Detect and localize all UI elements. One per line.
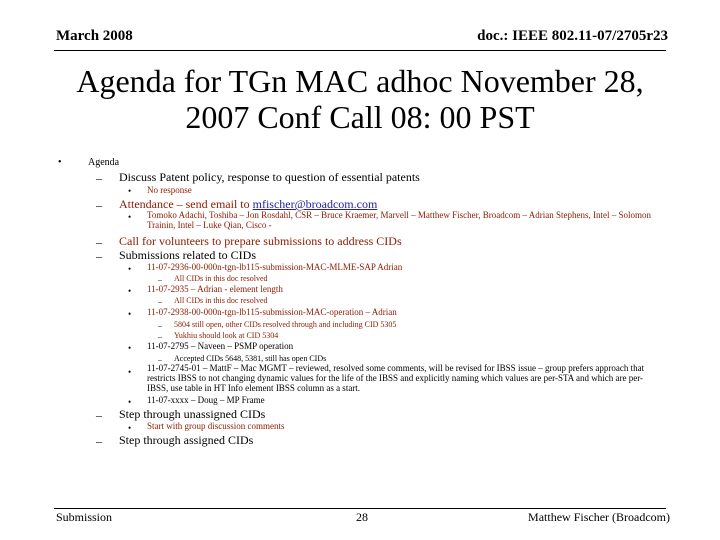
footer-submission: Submission (56, 510, 113, 524)
bullet-dash: – (96, 235, 102, 249)
footer-divider (54, 508, 666, 509)
agenda-unassigned-sub: Start with group discussion comments (147, 421, 285, 431)
bullet-dot: • (128, 212, 132, 222)
bullet-dot: • (58, 157, 62, 168)
bullet-dash: – (96, 198, 102, 212)
bullet-dot: • (128, 423, 132, 433)
list-item: All CIDs in this doc resolved (174, 274, 268, 283)
header-date: March 2008 (56, 28, 133, 44)
bullet-dash: – (158, 332, 162, 341)
attendance-email-link[interactable]: mfischer@broadcom.com (252, 197, 378, 211)
agenda-patent-sub: No response (147, 185, 192, 195)
bullet-dot: • (128, 343, 132, 353)
bullet-dot: • (128, 367, 132, 377)
list-item: 11-07-2795 – Naveen – PSMP operation (147, 341, 294, 351)
attendance-list: Tomoko Adachi, Toshiba – Jon Rosdahl, CSR – Bruce Kraemer, Marvell – Matthew Fischer, Broadcom – Adrian Stephens, Intel – Solomon Trainin, Intel – Luke Qian, Cisco - (147, 210, 652, 230)
list-item: 11-07-2745-01 – MattF – Mac MGMT – reviewed, resolved some comments, will be revised for IBSS issue – group prefers approach that restricts IBSS to not changing dynamic values for the life of the IBSS and explicitly naming which values are per-STA and which are per-IBSS, use table in HT Info element IBSS column as a start. (147, 363, 645, 393)
list-item: 5804 still open, other CIDs resolved through and including CID 5305 (174, 320, 397, 329)
list-item: 11-07-xxxx – Doug – MP Frame (147, 395, 265, 405)
bullet-dash: – (96, 171, 102, 185)
list-item: Yukhiu should look at CID 5304 (174, 331, 279, 340)
bullet-dot: • (128, 264, 132, 274)
bullet-dash: – (96, 249, 102, 263)
agenda-assigned: Step through assigned CIDs (119, 433, 254, 447)
list-item: Accepted CIDs 5648, 5381, still has open CIDs (174, 354, 327, 363)
bullet-dash: – (158, 275, 162, 284)
agenda-volunteers: Call for volunteers to prepare submissions to address CIDs (119, 234, 402, 248)
agenda-submissions: Submissions related to CIDs (119, 248, 256, 262)
page-title (30, 63, 690, 135)
bullet-dash: – (158, 297, 162, 306)
title-line-2: 2007 Conf Call 08: 00 PST (185, 99, 535, 135)
list-item: 11-07-2936-00-000n-tgn-lb115-submission-MAC-MLME-SAP Adrian (147, 262, 403, 272)
agenda-heading: Agenda (88, 157, 120, 168)
attendance-prefix: Attendance – send email to (119, 197, 253, 211)
footer-author: Matthew Fischer (Broadcom) (528, 510, 670, 524)
bullet-dash: – (158, 355, 162, 364)
title-line-1: Agenda for TGn MAC adhoc November 28, (76, 63, 644, 99)
bullet-dot: • (128, 397, 132, 407)
bullet-dot: • (128, 286, 132, 296)
header-doc-id: doc.: IEEE 802.11-07/2705r23 (477, 28, 668, 44)
bullet-dot: • (128, 309, 132, 319)
bullet-dash: – (96, 408, 102, 422)
bullet-dash: – (96, 434, 102, 448)
agenda-patent: Discuss Patent policy, response to question of essential patents (119, 170, 420, 184)
header-divider (54, 50, 666, 51)
agenda-unassigned: Step through unassigned CIDs (119, 407, 266, 421)
list-item: 11-07-2935 – Adrian - element length (147, 284, 283, 294)
bullet-dot: • (128, 186, 132, 196)
bullet-dash: – (158, 321, 162, 330)
list-item: All CIDs in this doc resolved (174, 296, 268, 305)
footer-page-number: 28 (356, 510, 368, 524)
list-item: 11-07-2938-00-000n-tgn-lb115-submission-MAC-operation – Adrian (147, 307, 397, 317)
